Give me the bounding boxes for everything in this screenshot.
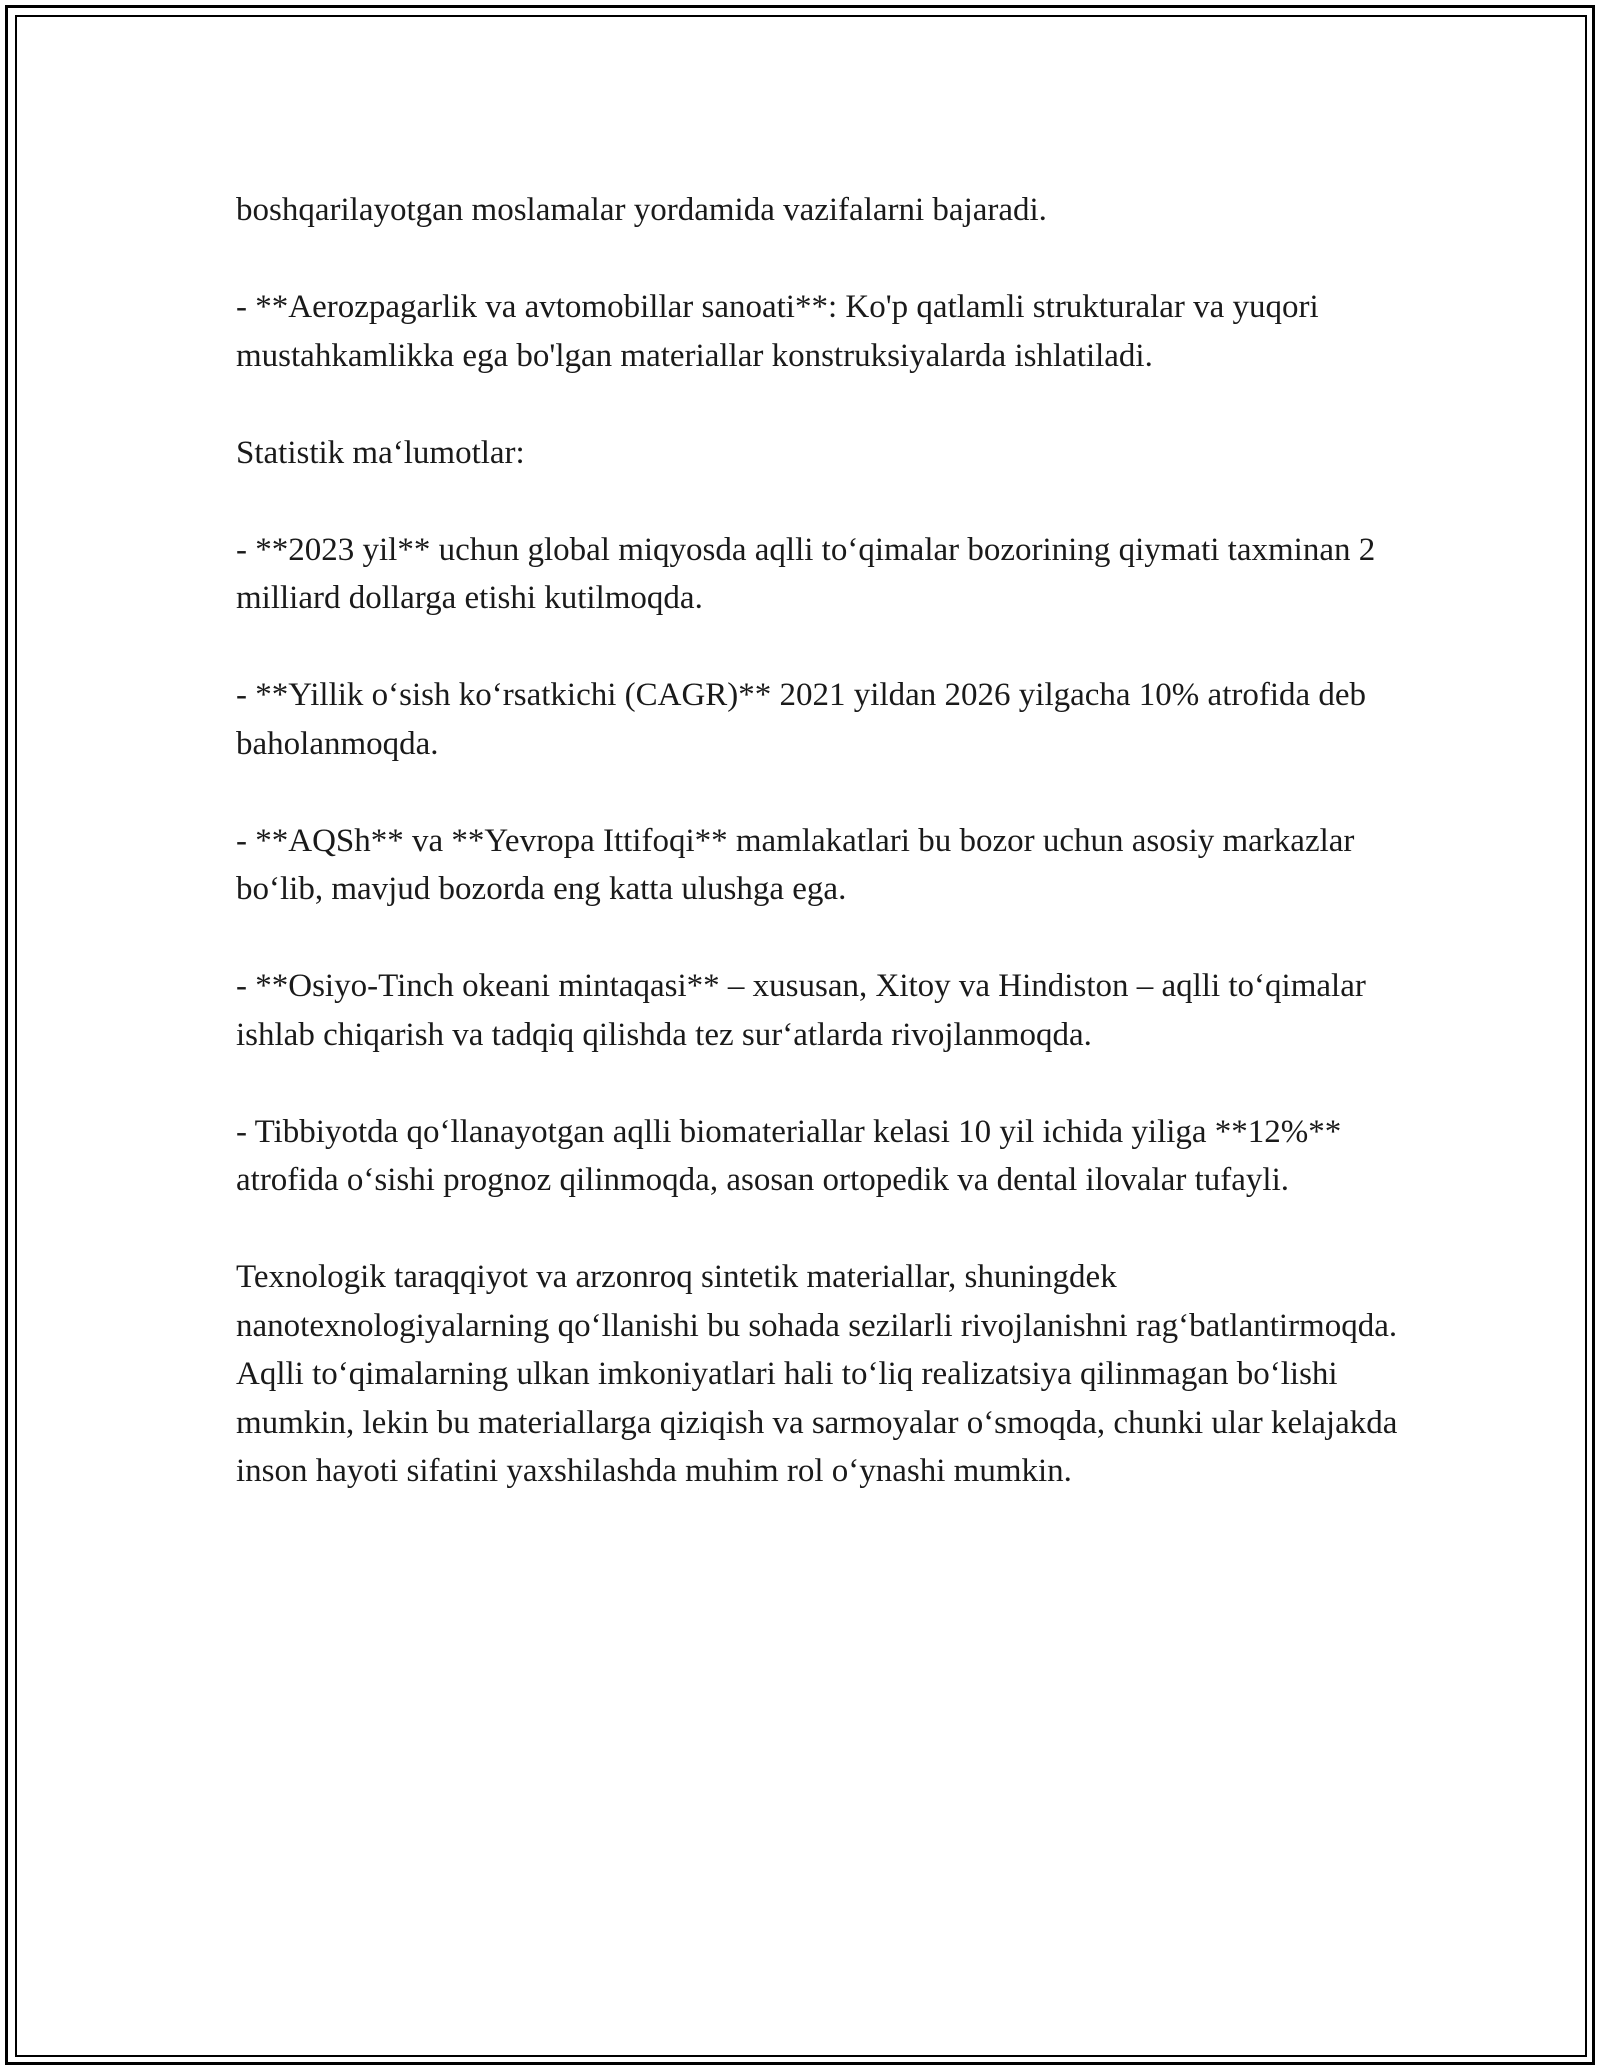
paragraph-continuation: boshqarilayotgan moslamalar yordamida vazifalarni bajaradi. xyxy=(236,192,1047,228)
paragraph-conclusion: Texnologik taraqqiyot va arzonroq sintetik materiallar, shuningdek nanotexnologiyalarning qoʻllanishi bu sohada sezilarli rivojlanishni ragʻbatlantirmoqda. Aqlli toʻqimalarning ulkan imkoniyatlari hali toʻliq realizatsiya qilinmagan boʻlishi mumkin, lekin bu materiallarga qiziqish va sarmoyalar oʻsmoqda, chunki ular kelajakda inson hayoti sifatini yaxshilashda muhim rol oʻynashi mumkin. xyxy=(236,1259,1398,1489)
section-heading-statistics: Statistik maʻlumotlar: xyxy=(236,434,525,471)
document-body xyxy=(236,186,1406,1544)
bullet-aerospace-automotive: - **Aerozpagarlik va avtomobillar sanoati**: Ko'p qatlamli strukturalar va yuqori mustahkamlikka ega bo'lgan materiallar konstruksiyalarda ishlatiladi. xyxy=(236,289,1319,374)
bullet-2023-market-value: - **2023 yil** uchun global miqyosda aqlli toʻqimalar bozorining qiymati taxminan 2 milliard dollarga etishi kutilmoqda. xyxy=(236,531,1376,616)
bullet-biomaterials: - Tibbiyotda qoʻllanayotgan aqlli biomateriallar kelasi 10 yil ichida yiliga **12%** atrofida oʻsishi prognoz qilinmoqda, asosan ortopedik va dental ilovalar tufayli. xyxy=(236,1113,1342,1198)
bullet-usa-eu: - **AQSh** va **Yevropa Ittifoqi** mamlakatlari bu bozor uchun asosiy markazlar boʻlib, mavjud bozorda eng katta ulushga ega. xyxy=(236,822,1355,907)
bullet-cagr: - **Yillik oʻsish koʻrsatkichi (CAGR)** 2021 yildan 2026 yilgacha 10% atrofida deb baholanmoqda. xyxy=(236,677,1367,762)
bullet-asia-pacific: - **Osiyo-Tinch okeani mintaqasi** – xususan, Xitoy va Hindiston – aqlli toʻqimalar ishlab chiqarish va tadqiq qilishda tez surʻatlarda rivojlanmoqda. xyxy=(236,968,1366,1053)
